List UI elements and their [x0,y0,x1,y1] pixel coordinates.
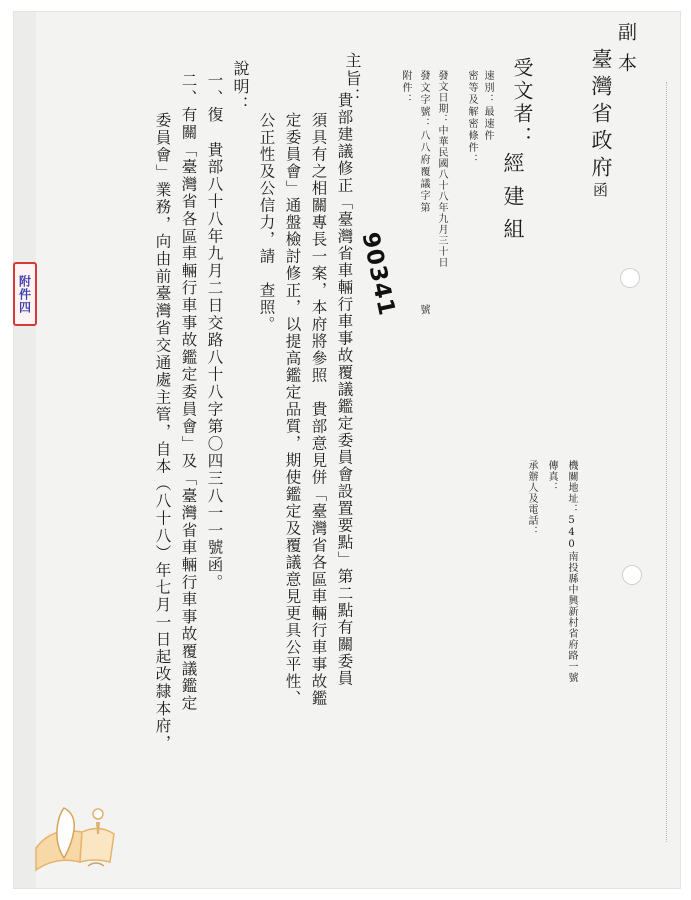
subject-line-2: 須具有之相關專長一案，本府將參照 貴部意見併「臺灣省各區車輛行車事故鑑 [309,112,328,707]
attachment-stamp-label: 附件四 [17,274,32,314]
page-fold-shadow [14,12,36,888]
handwritten-document-number: 90341 [356,230,400,319]
subject-label: 主旨： [343,52,362,106]
issuer-title: 臺灣省政府 [589,48,613,183]
punch-hole-upper [620,268,640,288]
attachments-field: 附件： [400,70,411,106]
recipient-name: 經建組 [501,152,525,251]
document-page [14,12,680,888]
speed-field: 速別：最速件 [482,70,493,142]
explanation-label: 說明： [231,60,250,114]
subject-line-4: 公正性及公信力，請 查照。 [257,112,276,333]
classification-field: 密等及解密條件： [466,70,477,166]
punch-hole-lower [622,565,642,585]
office-address: 機關地址：540南投縣中興新村省府路一號 [566,460,577,683]
issue-date-field: 發文日期：中華民國八十八年九月三十日 [436,70,447,268]
subject-line-1: 貴部建議修正「臺灣省車輛行車事故覆議鑑定委員會設置要點」第二點有關委員 [335,92,354,687]
explanation-item-2-line-2: 委員會」業務，向由前臺灣省交通處主管，自本（八十八）年七月一日起改隸本府， [153,112,172,753]
document-number-field: 發文字號：八八府覆議字第 [418,70,429,214]
recipient-label: 受文者： [510,57,534,149]
document-number-suffix: 號 [418,304,429,314]
contact-field: 承辦人及電話： [526,460,537,537]
taiwan-map-book-logo-icon [30,800,120,880]
copy-mark: 副本 [615,22,637,84]
fax-field: 傳真： [546,460,557,493]
subject-line-3: 定委員會」通盤檢討修正，以提高鑑定品質，期使鑑定及覆議意見更具公平性、 [283,112,302,707]
explanation-item-1: 一、復 貴部八十八年九月二日交路八十八字第〇四三八一一號函。 [205,72,224,591]
attachment-stamp [13,262,37,326]
explanation-item-2-line-1: 二、有關「臺灣省各區車輛行車事故鑑定委員會」及「臺灣省車輛行車事故覆議鑑定 [179,72,198,713]
document-type: 函 [591,182,609,197]
margin-dotted-rule [666,82,667,842]
